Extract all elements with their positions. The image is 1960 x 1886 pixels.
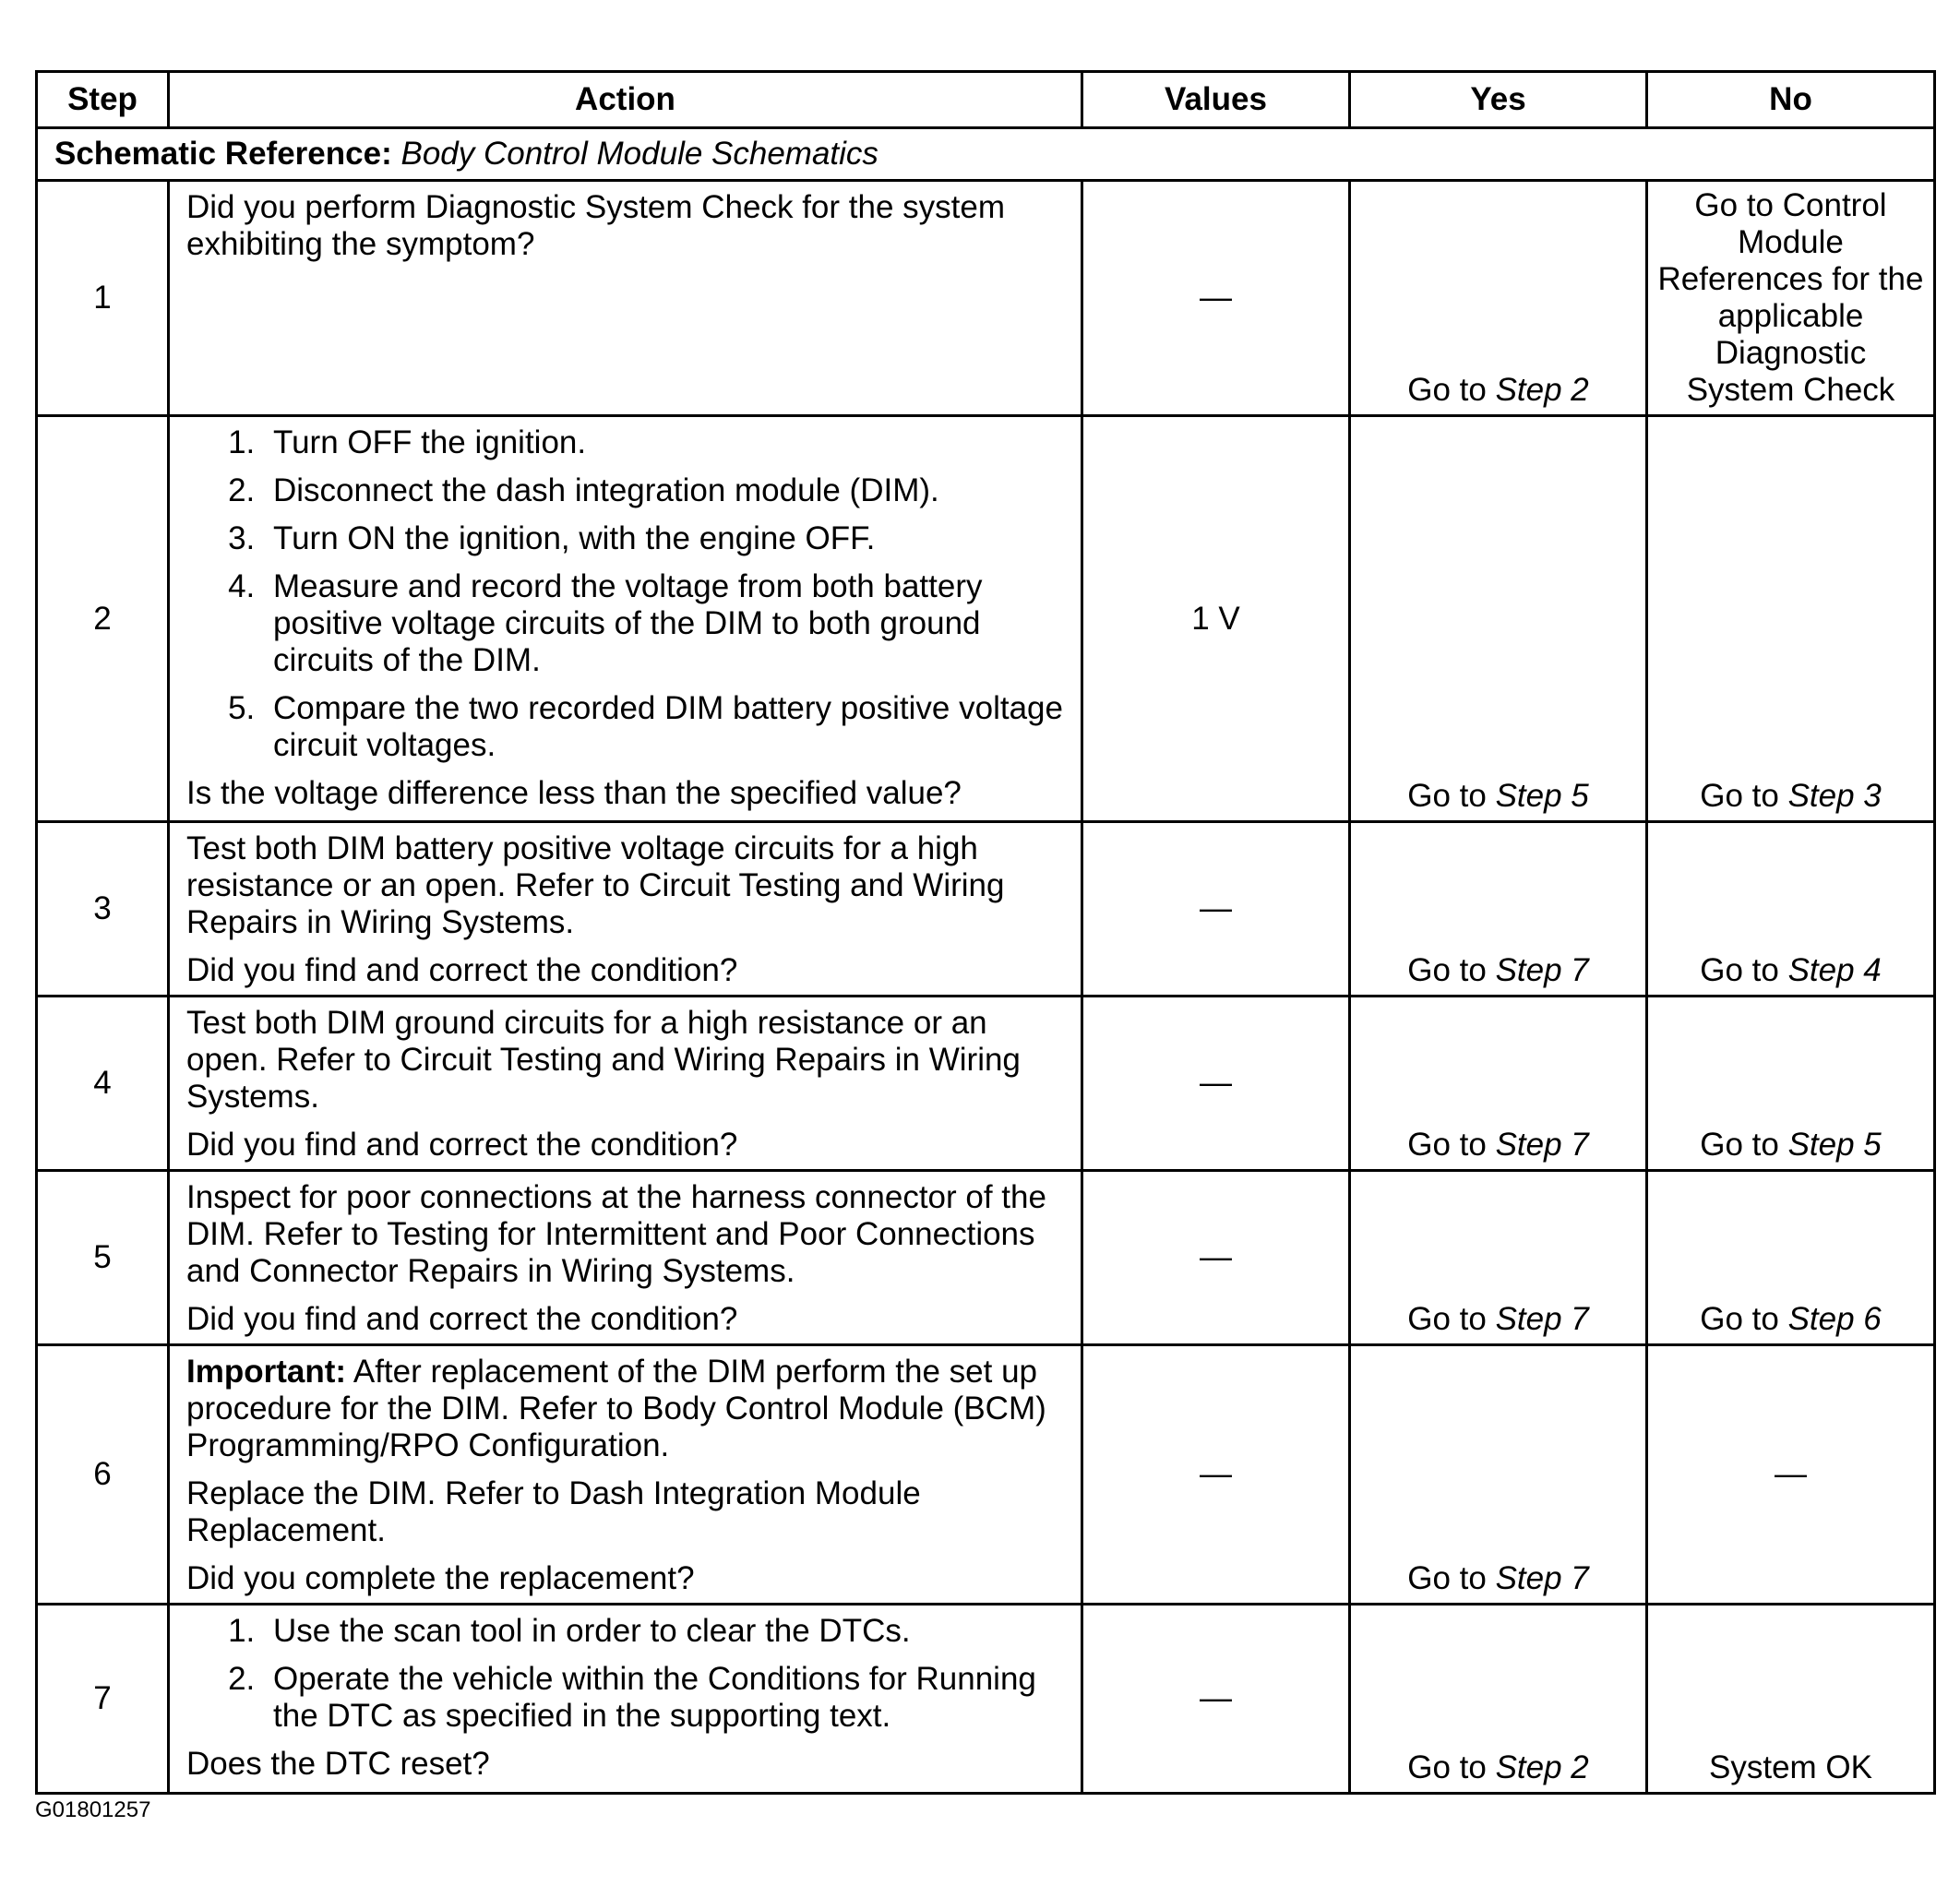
goto-step-link: Step 7 xyxy=(1495,1560,1589,1596)
table-row xyxy=(37,181,1935,416)
no-cell xyxy=(1647,416,1935,822)
values-cell: — xyxy=(1082,822,1350,997)
goto-prefix: Go to xyxy=(1700,778,1779,814)
yes-cell xyxy=(1350,822,1647,997)
action-cell xyxy=(169,1605,1082,1794)
goto-prefix: Go to xyxy=(1407,778,1487,814)
list-item: 3. Turn ON the ignition, with the engine OFF. xyxy=(264,520,1066,557)
yes-cell xyxy=(1350,1345,1647,1605)
table-row xyxy=(37,416,1935,822)
procedure-list xyxy=(186,1613,1066,1735)
schematic-reference-label: Schematic Reference: xyxy=(54,136,392,172)
action-cell xyxy=(169,416,1082,822)
important-text: After replacement of the DIM perform the set up procedure for the DIM. Refer to Body Control Module (BCM) Programming/RPO Configuration. xyxy=(186,1354,1046,1463)
list-item: 2. Operate the vehicle within the Conditions for Running the DTC as specified in the supporting text. xyxy=(264,1661,1066,1735)
values-cell: 1 V xyxy=(1082,416,1350,822)
list-item: 2. Disconnect the dash integration module (DIM). xyxy=(264,472,1066,509)
question-text: Did you complete the replacement? xyxy=(186,1560,695,1596)
values-cell: — xyxy=(1082,181,1350,416)
step-number: 4 xyxy=(37,997,169,1171)
goto-step-link: Step 4 xyxy=(1787,952,1882,988)
goto-prefix: Go to xyxy=(1407,1560,1487,1596)
schematic-reference xyxy=(37,128,1935,181)
important-label: Important: xyxy=(186,1354,347,1390)
values-cell: — xyxy=(1082,1345,1350,1605)
goto-step-link: Step 2 xyxy=(1495,1749,1589,1785)
goto-step-link: Step 7 xyxy=(1495,1301,1589,1337)
diagnostic-table xyxy=(35,70,1936,1795)
goto-prefix: Go to xyxy=(1407,952,1487,988)
schematic-reference-row xyxy=(37,128,1935,181)
table-row xyxy=(37,822,1935,997)
no-cell xyxy=(1647,1171,1935,1345)
question-text: Did you find and correct the condition? xyxy=(186,952,738,988)
procedure-list xyxy=(186,424,1066,764)
goto-prefix: Go to xyxy=(1407,1749,1487,1785)
goto-step-link: Step 7 xyxy=(1495,1127,1589,1163)
no-cell: System OK xyxy=(1647,1605,1935,1794)
no-cell: Go to Control Module References for the applicable Diagnostic System Check xyxy=(1647,181,1935,416)
values-cell: — xyxy=(1082,1605,1350,1794)
goto-prefix: Go to xyxy=(1407,1127,1487,1163)
table-row xyxy=(37,997,1935,1171)
header-step: Step xyxy=(37,72,169,128)
action-cell xyxy=(169,1345,1082,1605)
values-cell: — xyxy=(1082,997,1350,1171)
goto-step-link: Step 7 xyxy=(1495,952,1589,988)
schematic-reference-document: Body Control Module Schematics xyxy=(400,136,878,172)
question-text: Does the DTC reset? xyxy=(186,1746,490,1782)
goto-step-link: Step 2 xyxy=(1495,372,1589,408)
list-item: 5. Compare the two recorded DIM battery positive voltage circuit voltages. xyxy=(264,690,1066,764)
header-yes: Yes xyxy=(1350,72,1647,128)
step-number: 5 xyxy=(37,1171,169,1345)
action-text: Inspect for poor connections at the harness connector of the DIM. Refer to Testing for Intermittent and Poor Connections and Connector Repairs in Wiring Systems. xyxy=(186,1179,1046,1289)
question-text: Did you find and correct the condition? xyxy=(186,1127,738,1163)
question-text: Did you find and correct the condition? xyxy=(186,1301,738,1337)
step-number: 6 xyxy=(37,1345,169,1605)
important-note xyxy=(186,1354,1066,1464)
goto-prefix: Go to xyxy=(1407,1301,1487,1337)
header-no: No xyxy=(1647,72,1935,128)
action-cell xyxy=(169,181,1082,416)
step-number: 7 xyxy=(37,1605,169,1794)
goto-prefix: Go to xyxy=(1407,372,1487,408)
goto-step-link: Step 3 xyxy=(1787,778,1882,814)
table-row xyxy=(37,1605,1935,1794)
yes-cell xyxy=(1350,1605,1647,1794)
action-cell xyxy=(169,822,1082,997)
action-text: Did you perform Diagnostic System Check for the system exhibiting the symptom? xyxy=(186,189,1005,262)
figure-id: G01801257 xyxy=(35,1797,151,1822)
goto-prefix: Go to xyxy=(1700,1301,1779,1337)
action-cell xyxy=(169,1171,1082,1345)
no-cell xyxy=(1647,822,1935,997)
list-item: 1. Turn OFF the ignition. xyxy=(264,424,1066,461)
values-cell: — xyxy=(1082,1171,1350,1345)
table-row xyxy=(37,1345,1935,1605)
question-text: Is the voltage difference less than the specified value? xyxy=(186,775,962,811)
header-values: Values xyxy=(1082,72,1350,128)
step-number: 3 xyxy=(37,822,169,997)
yes-cell xyxy=(1350,416,1647,822)
goto-prefix: Go to xyxy=(1700,1127,1779,1163)
yes-cell xyxy=(1350,997,1647,1171)
step-number: 2 xyxy=(37,416,169,822)
list-item: 1. Use the scan tool in order to clear the DTCs. xyxy=(264,1613,1066,1650)
header-action: Action xyxy=(169,72,1082,128)
goto-step-link: Step 5 xyxy=(1495,778,1589,814)
goto-step-link: Step 6 xyxy=(1787,1301,1882,1337)
action-text: Test both DIM battery positive voltage circuits for a high resistance or an open. Refer to Circuit Testing and Wiring Repairs in Wiring Systems. xyxy=(186,830,1005,940)
action-text: Test both DIM ground circuits for a high resistance or an open. Refer to Circuit Testing and Wiring Repairs in Wiring Systems. xyxy=(186,1005,1021,1115)
step-number: 1 xyxy=(37,181,169,416)
list-item: 4. Measure and record the voltage from both battery positive voltage circuits of the DIM to both ground circuits of the DIM. xyxy=(264,568,1066,679)
no-cell xyxy=(1647,997,1935,1171)
action-cell xyxy=(169,997,1082,1171)
goto-step-link: Step 5 xyxy=(1787,1127,1882,1163)
yes-cell xyxy=(1350,181,1647,416)
table-row xyxy=(37,1171,1935,1345)
header-row xyxy=(37,72,1935,128)
no-cell: — xyxy=(1647,1345,1935,1605)
goto-prefix: Go to xyxy=(1700,952,1779,988)
yes-cell xyxy=(1350,1171,1647,1345)
action-text: Replace the DIM. Refer to Dash Integration Module Replacement. xyxy=(186,1475,921,1548)
